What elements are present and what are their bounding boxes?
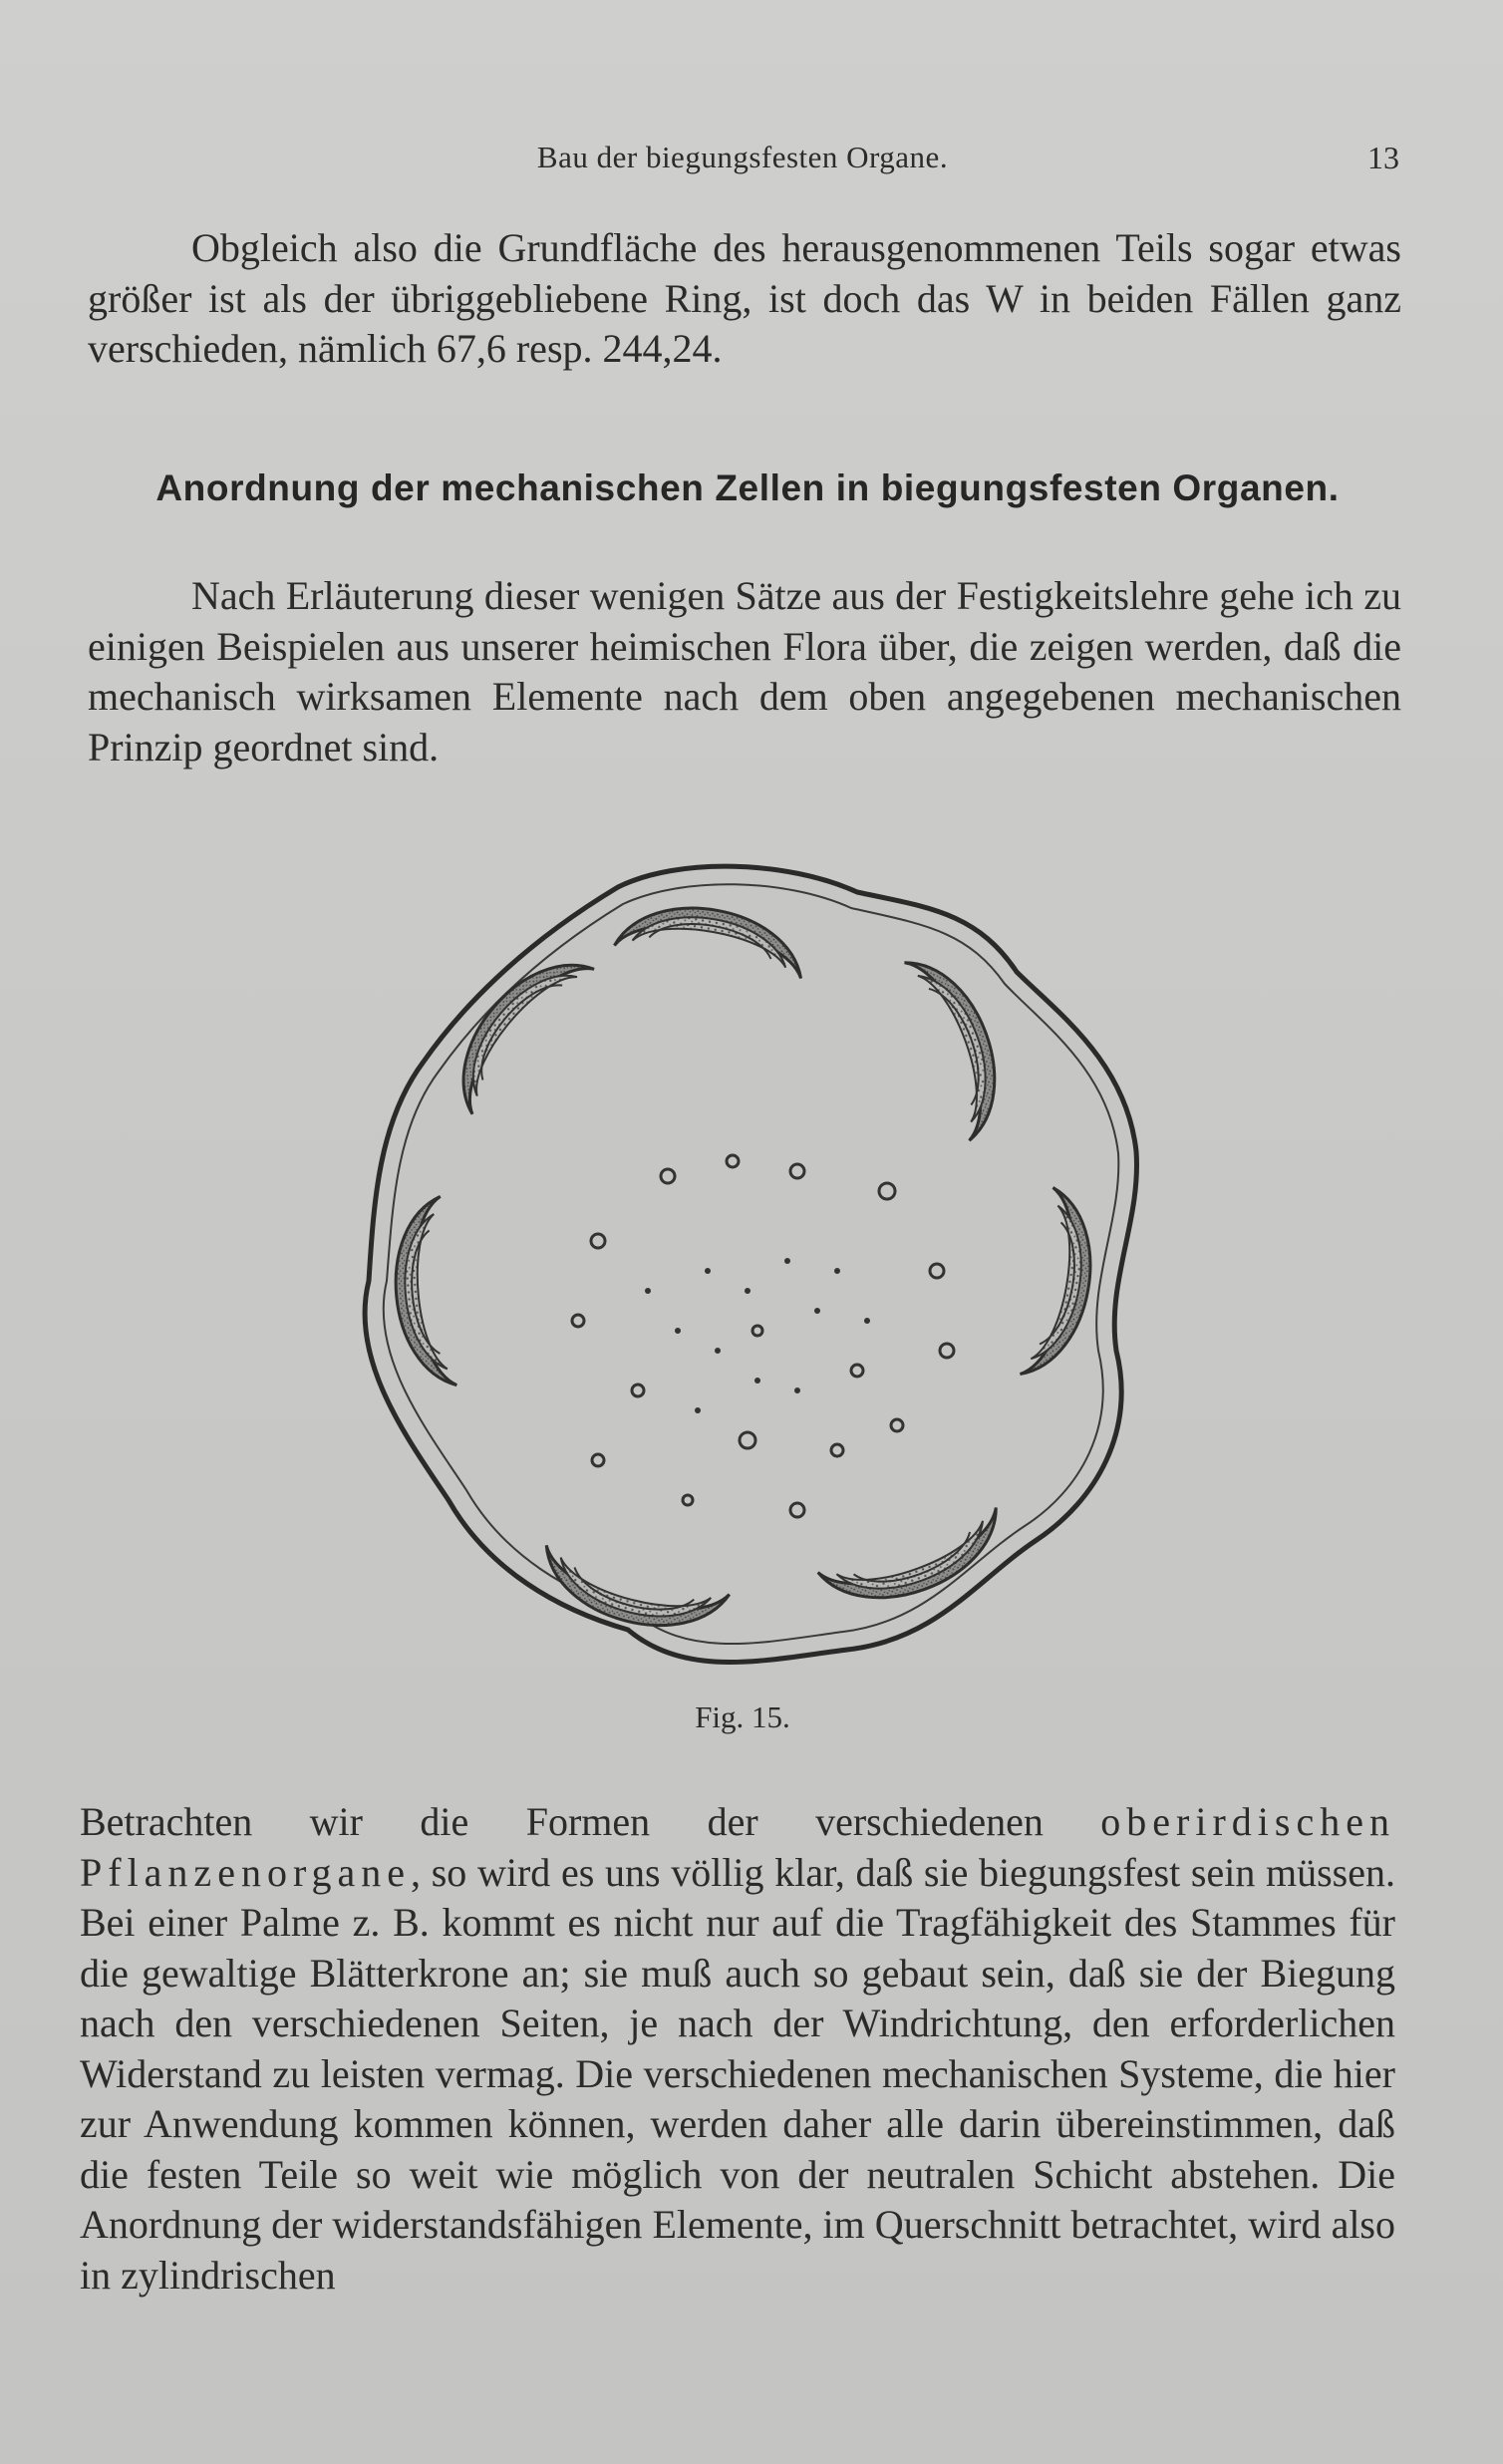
section-heading: Anordnung der mechanischen Zellen in biegungsfesten Organen. [155,467,1340,508]
stem-cross-section-figure [339,852,1166,1680]
paragraph-3-part1: Betrachten wir die Formen der verschiedenen [80,1799,1101,1844]
paragraph-2 [88,571,1401,772]
paragraph-1-text: Obgleich also die Grundfläche des herausgenommenen Teils sogar etwas größer ist als der übriggebliebene Ring, ist doch das W in beiden Fällen ganz verschieden, nämlich 67,6 resp. 244,24. [88,225,1401,371]
paragraph-3 [80,1797,1395,2301]
page-number: 13 [1367,140,1399,175]
page-header [0,140,1503,183]
paragraph-3-part2: , so wird es uns völlig klar, daß sie biegungsfest sein müssen. Bei einer Palme z. B. kommt es nicht nur auf die Tragfähigkeit des Stammes für die gewaltige Blätterkrone an; sie muß auch so gebaut sein, daß sie der Biegung nach den verschiedenen Seiten, je nach der Windrichtung, den erforderlichen Widerstand zu leisten vermag. Die verschiedenen mechanischen Systeme, die hier zur Anwendung kommen können, werden daher alle darin übereinstimmen, daß die festen Teile so weit wie möglich von der neutralen Schicht abstehen. Die Anordnung der widerstandsfähigen Elemente, im Querschnitt betrachtet, wird also in zylindrischen [80,1849,1395,2298]
paragraph-3-text [80,1797,1395,2301]
paragraph-1 [88,223,1401,375]
outer-epidermis [365,866,1136,1662]
paragraph-2-text: Nach Erläuterung dieser wenigen Sätze aus der Festigkeitslehre gehe ich zu einigen Beispielen aus unserer heimischen Flora über, die zeigen werden, daß die mechanisch wirksamen Elemente nach dem oben angegebenen mechanischen Prinzip geordnet sind. [88,573,1401,770]
cross-section-illustration [339,852,1166,1680]
figure-caption: Fig. 15. [695,1699,790,1734]
running-title: Bau der biegungsfesten Organe. [536,140,949,174]
paragraph-3-emphasis: oberirdischen Pflanzenorgane [80,1799,1395,1895]
